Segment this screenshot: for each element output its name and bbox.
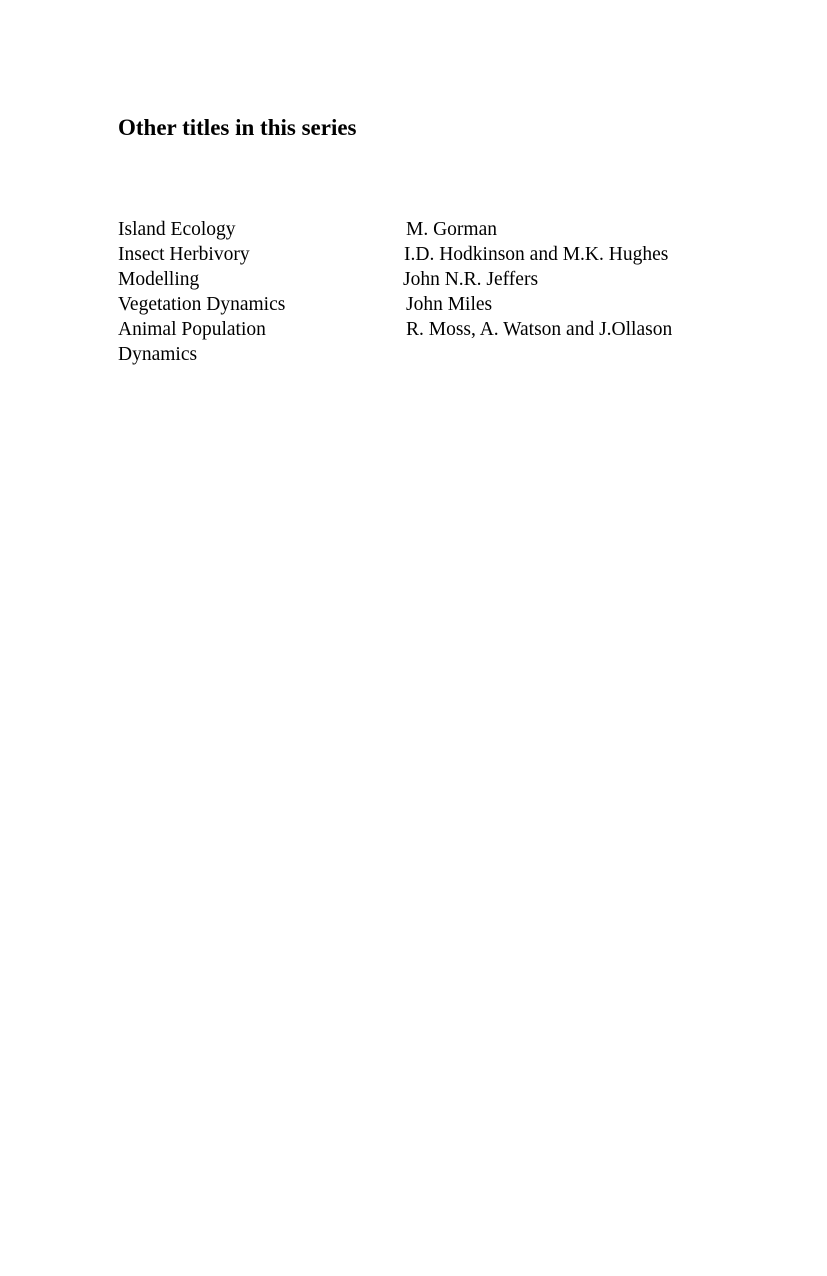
book-title: Modelling: [118, 269, 200, 290]
book-title: Animal Population: [118, 319, 266, 340]
book-author: R. Moss, A. Watson and J.Ollason: [406, 319, 673, 340]
book-title: Insect Herbivory: [118, 244, 250, 265]
series-entry: [118, 317, 738, 342]
book-author: M. Gorman: [406, 219, 497, 240]
series-entry: [118, 217, 738, 242]
series-entry-continuation: [118, 342, 738, 367]
series-entry: [118, 267, 738, 292]
series-entry: [118, 242, 738, 267]
book-author: I.D. Hodkinson and M.K. Hughes: [404, 244, 669, 265]
book-title: Vegetation Dynamics: [118, 294, 286, 315]
series-title-list: [118, 217, 738, 367]
page-heading: Other titles in this series: [118, 115, 357, 140]
book-title: Island Ecology: [118, 219, 236, 240]
book-author: John Miles: [406, 294, 493, 315]
series-entry: [118, 292, 738, 317]
book-title-continuation: Dynamics: [118, 344, 198, 365]
book-author: John N.R. Jeffers: [403, 269, 539, 290]
